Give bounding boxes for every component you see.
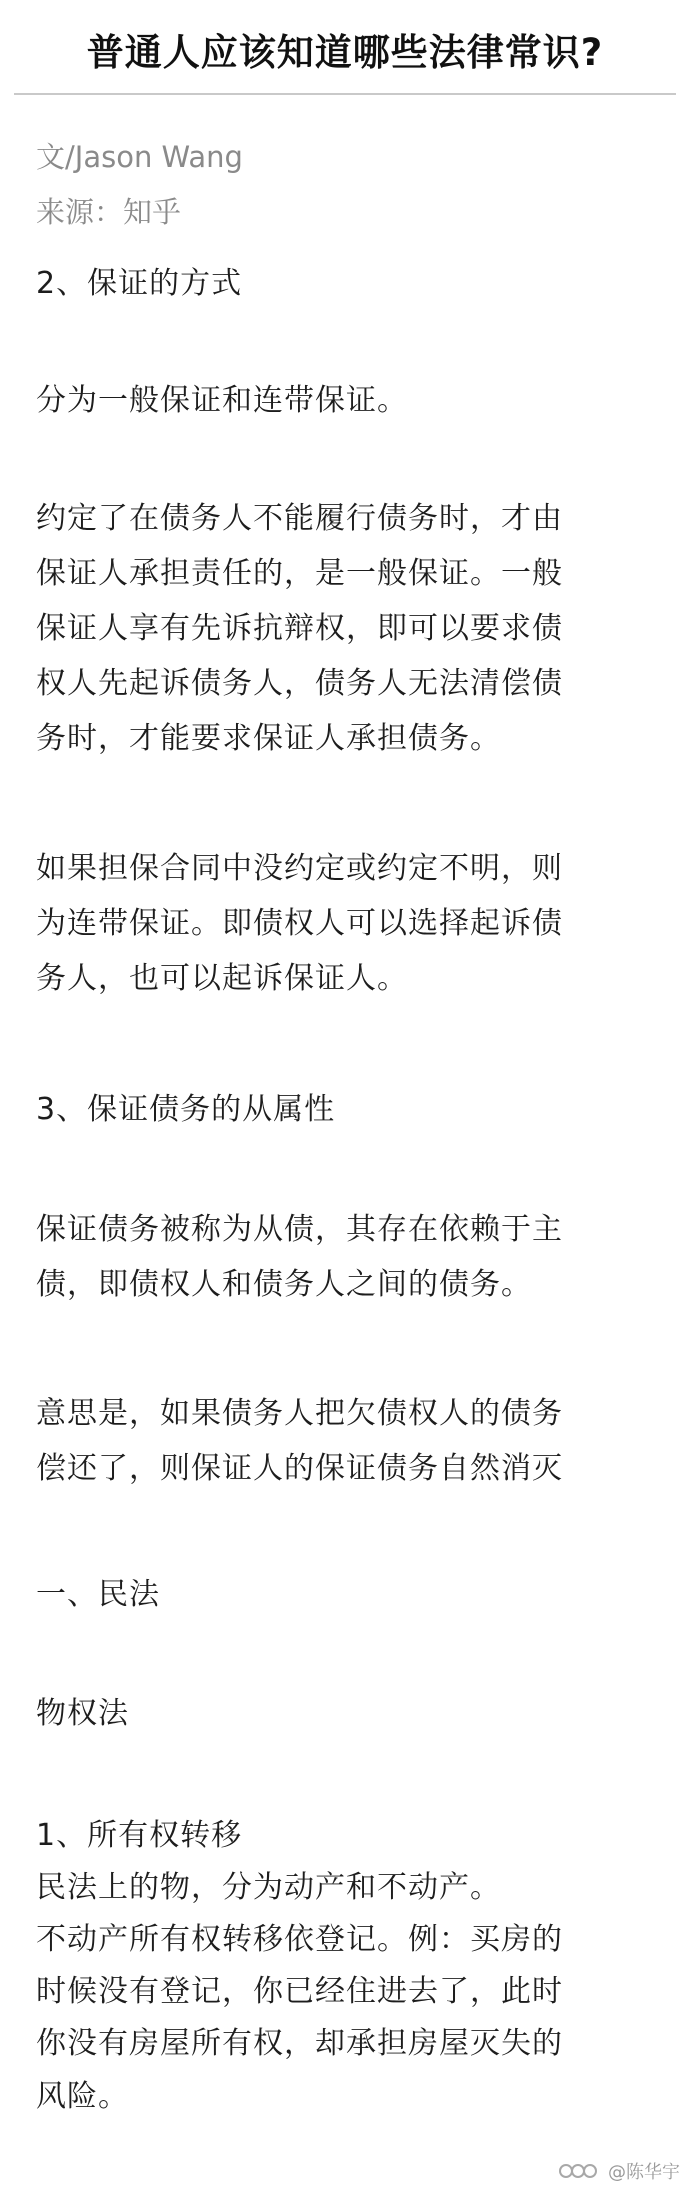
section-heading: 3、保证债务的从属性 [36, 1092, 336, 1127]
paragraph-line: 债，即债权人和债务人之间的债务。 [36, 1267, 532, 1302]
article-source: 来源：知乎 [36, 195, 182, 229]
paragraph-line: 不动产所有权转移依登记。例：买房的 [36, 1922, 563, 1957]
weibo-watermark [558, 2158, 680, 2184]
paragraph-line: 民法上的物，分为动产和不动产。 [36, 1870, 501, 1905]
watermark-text: @陈华宇 [608, 2162, 680, 2183]
paragraph-line: 务人，也可以起诉保证人。 [36, 961, 408, 996]
section-heading: 物权法 [36, 1696, 129, 1731]
paragraph-line: 保证债务被称为从债，其存在依赖于主 [36, 1212, 563, 1247]
paragraph-line: 保证人承担责任的，是一般保证。一般 [36, 556, 563, 591]
title-divider [14, 93, 676, 95]
paragraph-line: 为连带保证。即债权人可以选择起诉债 [36, 906, 563, 941]
weibo-icon [558, 2161, 602, 2181]
paragraph-line: 偿还了，则保证人的保证债务自然消灭 [36, 1451, 563, 1486]
paragraph-line: 时候没有登记，你已经住进去了，此时 [36, 1974, 563, 2009]
paragraph-line: 你没有房屋所有权，却承担房屋灭失的 [36, 2026, 563, 2061]
article-title: 普通人应该知道哪些法律常识? [86, 31, 604, 74]
article-author: 文/Jason Wang [36, 140, 243, 174]
paragraph-line: 如果担保合同中没约定或约定不明，则 [36, 851, 563, 886]
paragraph-line: 意思是，如果债务人把欠债权人的债务 [36, 1396, 563, 1431]
paragraph-line: 权人先起诉债务人，债务人无法清偿债 [36, 666, 563, 701]
section-heading: 一、民法 [36, 1577, 160, 1612]
section-heading: 2、保证的方式 [36, 266, 243, 301]
paragraph-line: 约定了在债务人不能履行债务时，才由 [36, 501, 563, 536]
paragraph-line: 风险。 [36, 2079, 129, 2114]
section-heading: 1、所有权转移 [36, 1818, 243, 1853]
paragraph-line: 保证人享有先诉抗辩权，即可以要求债 [36, 611, 563, 646]
paragraph-line: 分为一般保证和连带保证。 [36, 383, 408, 418]
paragraph-line: 务时，才能要求保证人承担债务。 [36, 721, 501, 756]
